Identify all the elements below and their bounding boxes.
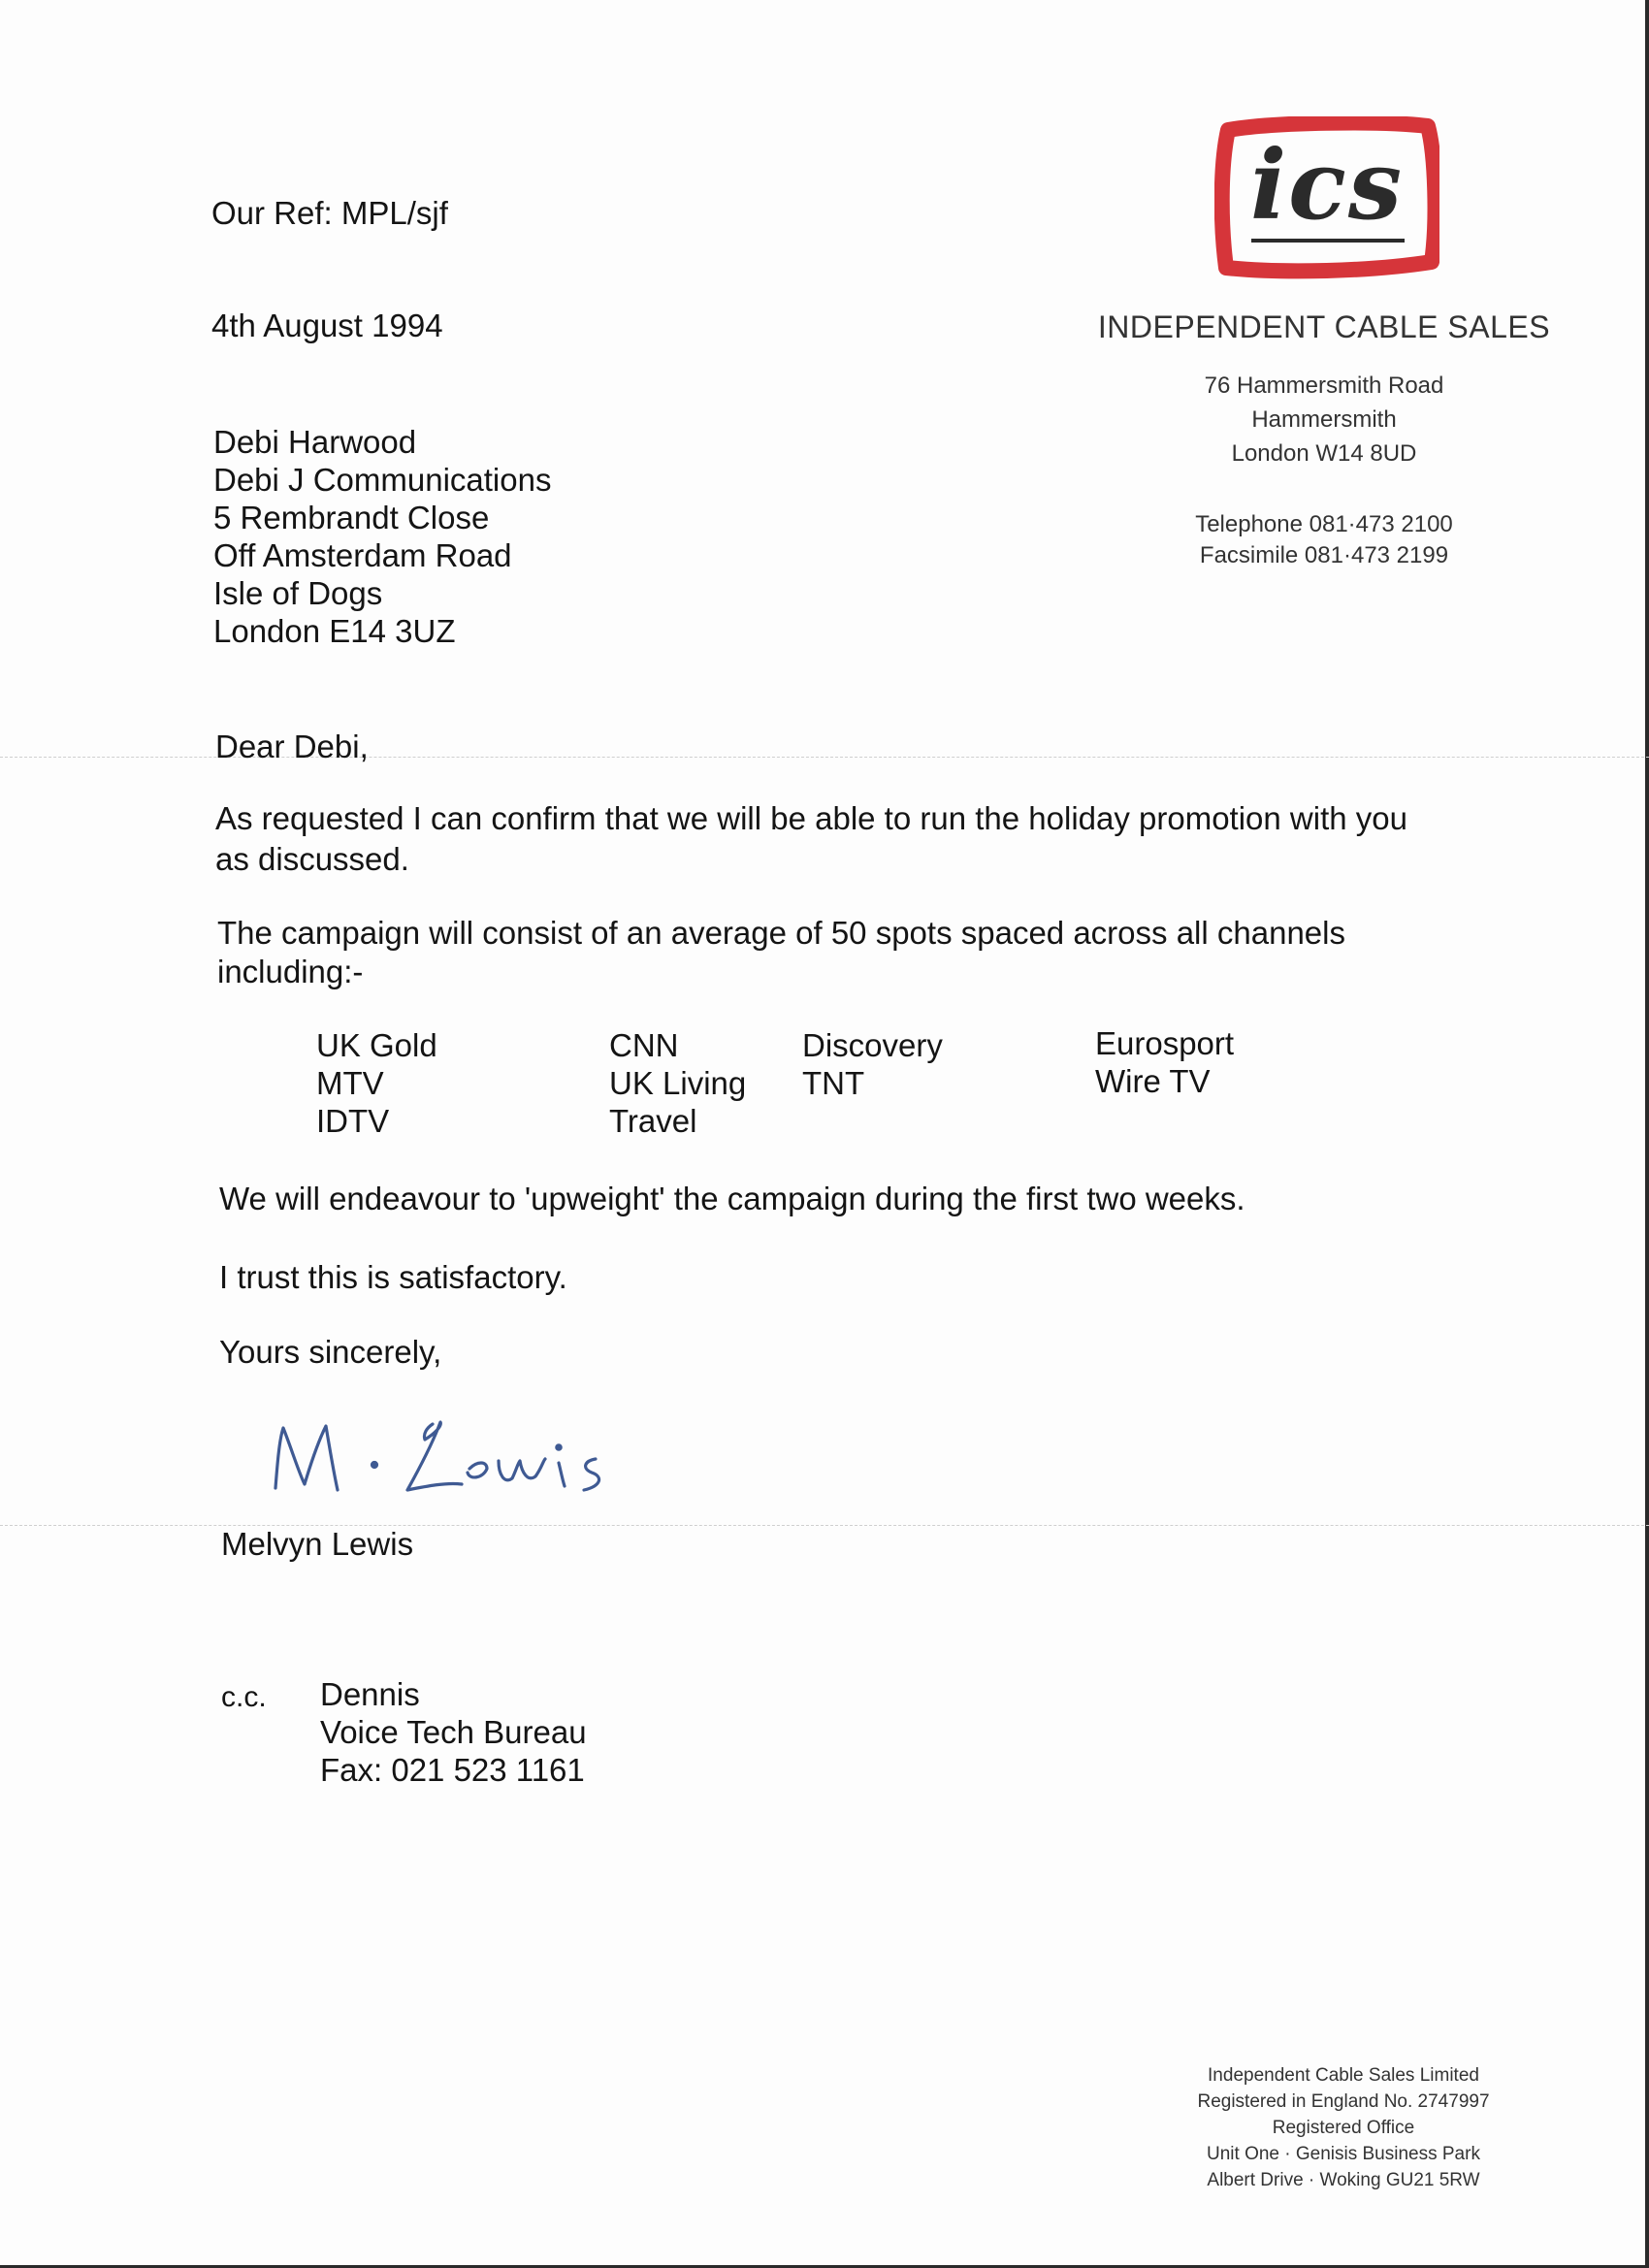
paragraph-2-line-1: The campaign will consist of an average of 50 spots spaced across all channels	[217, 915, 1345, 951]
recipient-line-3: 5 Rembrandt Close	[213, 500, 490, 535]
channel-travel: Travel	[609, 1103, 697, 1139]
footer-line-3: Registered Office	[1272, 2118, 1415, 2138]
ics-logo	[1214, 116, 1439, 283]
company-facsimile: Facsimile 081·473 2199	[1199, 542, 1449, 568]
footer-line-4: Unit One · Genisis Business Park	[1207, 2144, 1480, 2164]
channel-tnt: TNT	[802, 1065, 865, 1101]
letter-date: 4th August 1994	[211, 308, 443, 343]
salutation: Dear Debi,	[215, 729, 369, 764]
channel-idtv: IDTV	[316, 1103, 390, 1139]
cc-line-1: Dennis	[320, 1676, 420, 1712]
footer-line-5: Albert Drive · Woking GU21 5RW	[1207, 2170, 1480, 2190]
channel-discovery: Discovery	[802, 1027, 943, 1063]
channel-eurosport: Eurosport	[1095, 1025, 1235, 1061]
signatory-name: Melvyn Lewis	[221, 1526, 414, 1562]
channel-cnn: CNN	[609, 1027, 679, 1063]
cc-line-2: Voice Tech Bureau	[320, 1714, 587, 1750]
recipient-line-5: Isle of Dogs	[213, 575, 383, 611]
channel-uk-gold: UK Gold	[316, 1027, 437, 1063]
paragraph-1-line-2: as discussed.	[215, 841, 409, 877]
paragraph-2-line-2: including:-	[217, 954, 364, 989]
recipient-line-2: Debi J Communications	[213, 462, 552, 498]
reference: Our Ref: MPL/sjf	[211, 195, 448, 231]
paragraph-3: We will endeavour to 'upweight' the campaign during the first two weeks.	[219, 1181, 1245, 1216]
recipient-line-1: Debi Harwood	[213, 424, 417, 460]
company-address-line-3: London W14 8UD	[1231, 440, 1417, 467]
recipient-line-4: Off Amsterdam Road	[213, 537, 512, 573]
footer-line-2: Registered in England No. 2747997	[1197, 2091, 1490, 2112]
registered-office-footer	[1154, 2062, 1533, 2193]
company-name: INDEPENDENT CABLE SALES	[1097, 309, 1551, 344]
company-address-line-1: 76 Hammersmith Road	[1204, 373, 1444, 399]
footer-line-1: Independent Cable Sales Limited	[1208, 2065, 1479, 2086]
handwritten-signature	[262, 1405, 630, 1511]
recipient-line-6: London E14 3UZ	[213, 613, 456, 649]
company-telephone: Telephone 081·473 2100	[1195, 511, 1453, 537]
channel-mtv: MTV	[316, 1065, 384, 1101]
paragraph-1-line-1: As requested I can confirm that we will be able to run the holiday promotion with you	[215, 800, 1407, 836]
scan-edge	[1645, 0, 1649, 2268]
closing: Yours sincerely,	[219, 1334, 442, 1370]
channel-uk-living: UK Living	[609, 1065, 747, 1101]
cc-label: c.c.	[221, 1681, 267, 1713]
channel-wire-tv: Wire TV	[1095, 1063, 1211, 1099]
logo-text: ics	[1249, 130, 1405, 242]
cc-line-3: Fax: 021 523 1161	[320, 1752, 585, 1788]
paragraph-4: I trust this is satisfactory.	[219, 1259, 567, 1295]
company-address-line-2: Hammersmith	[1251, 406, 1397, 433]
